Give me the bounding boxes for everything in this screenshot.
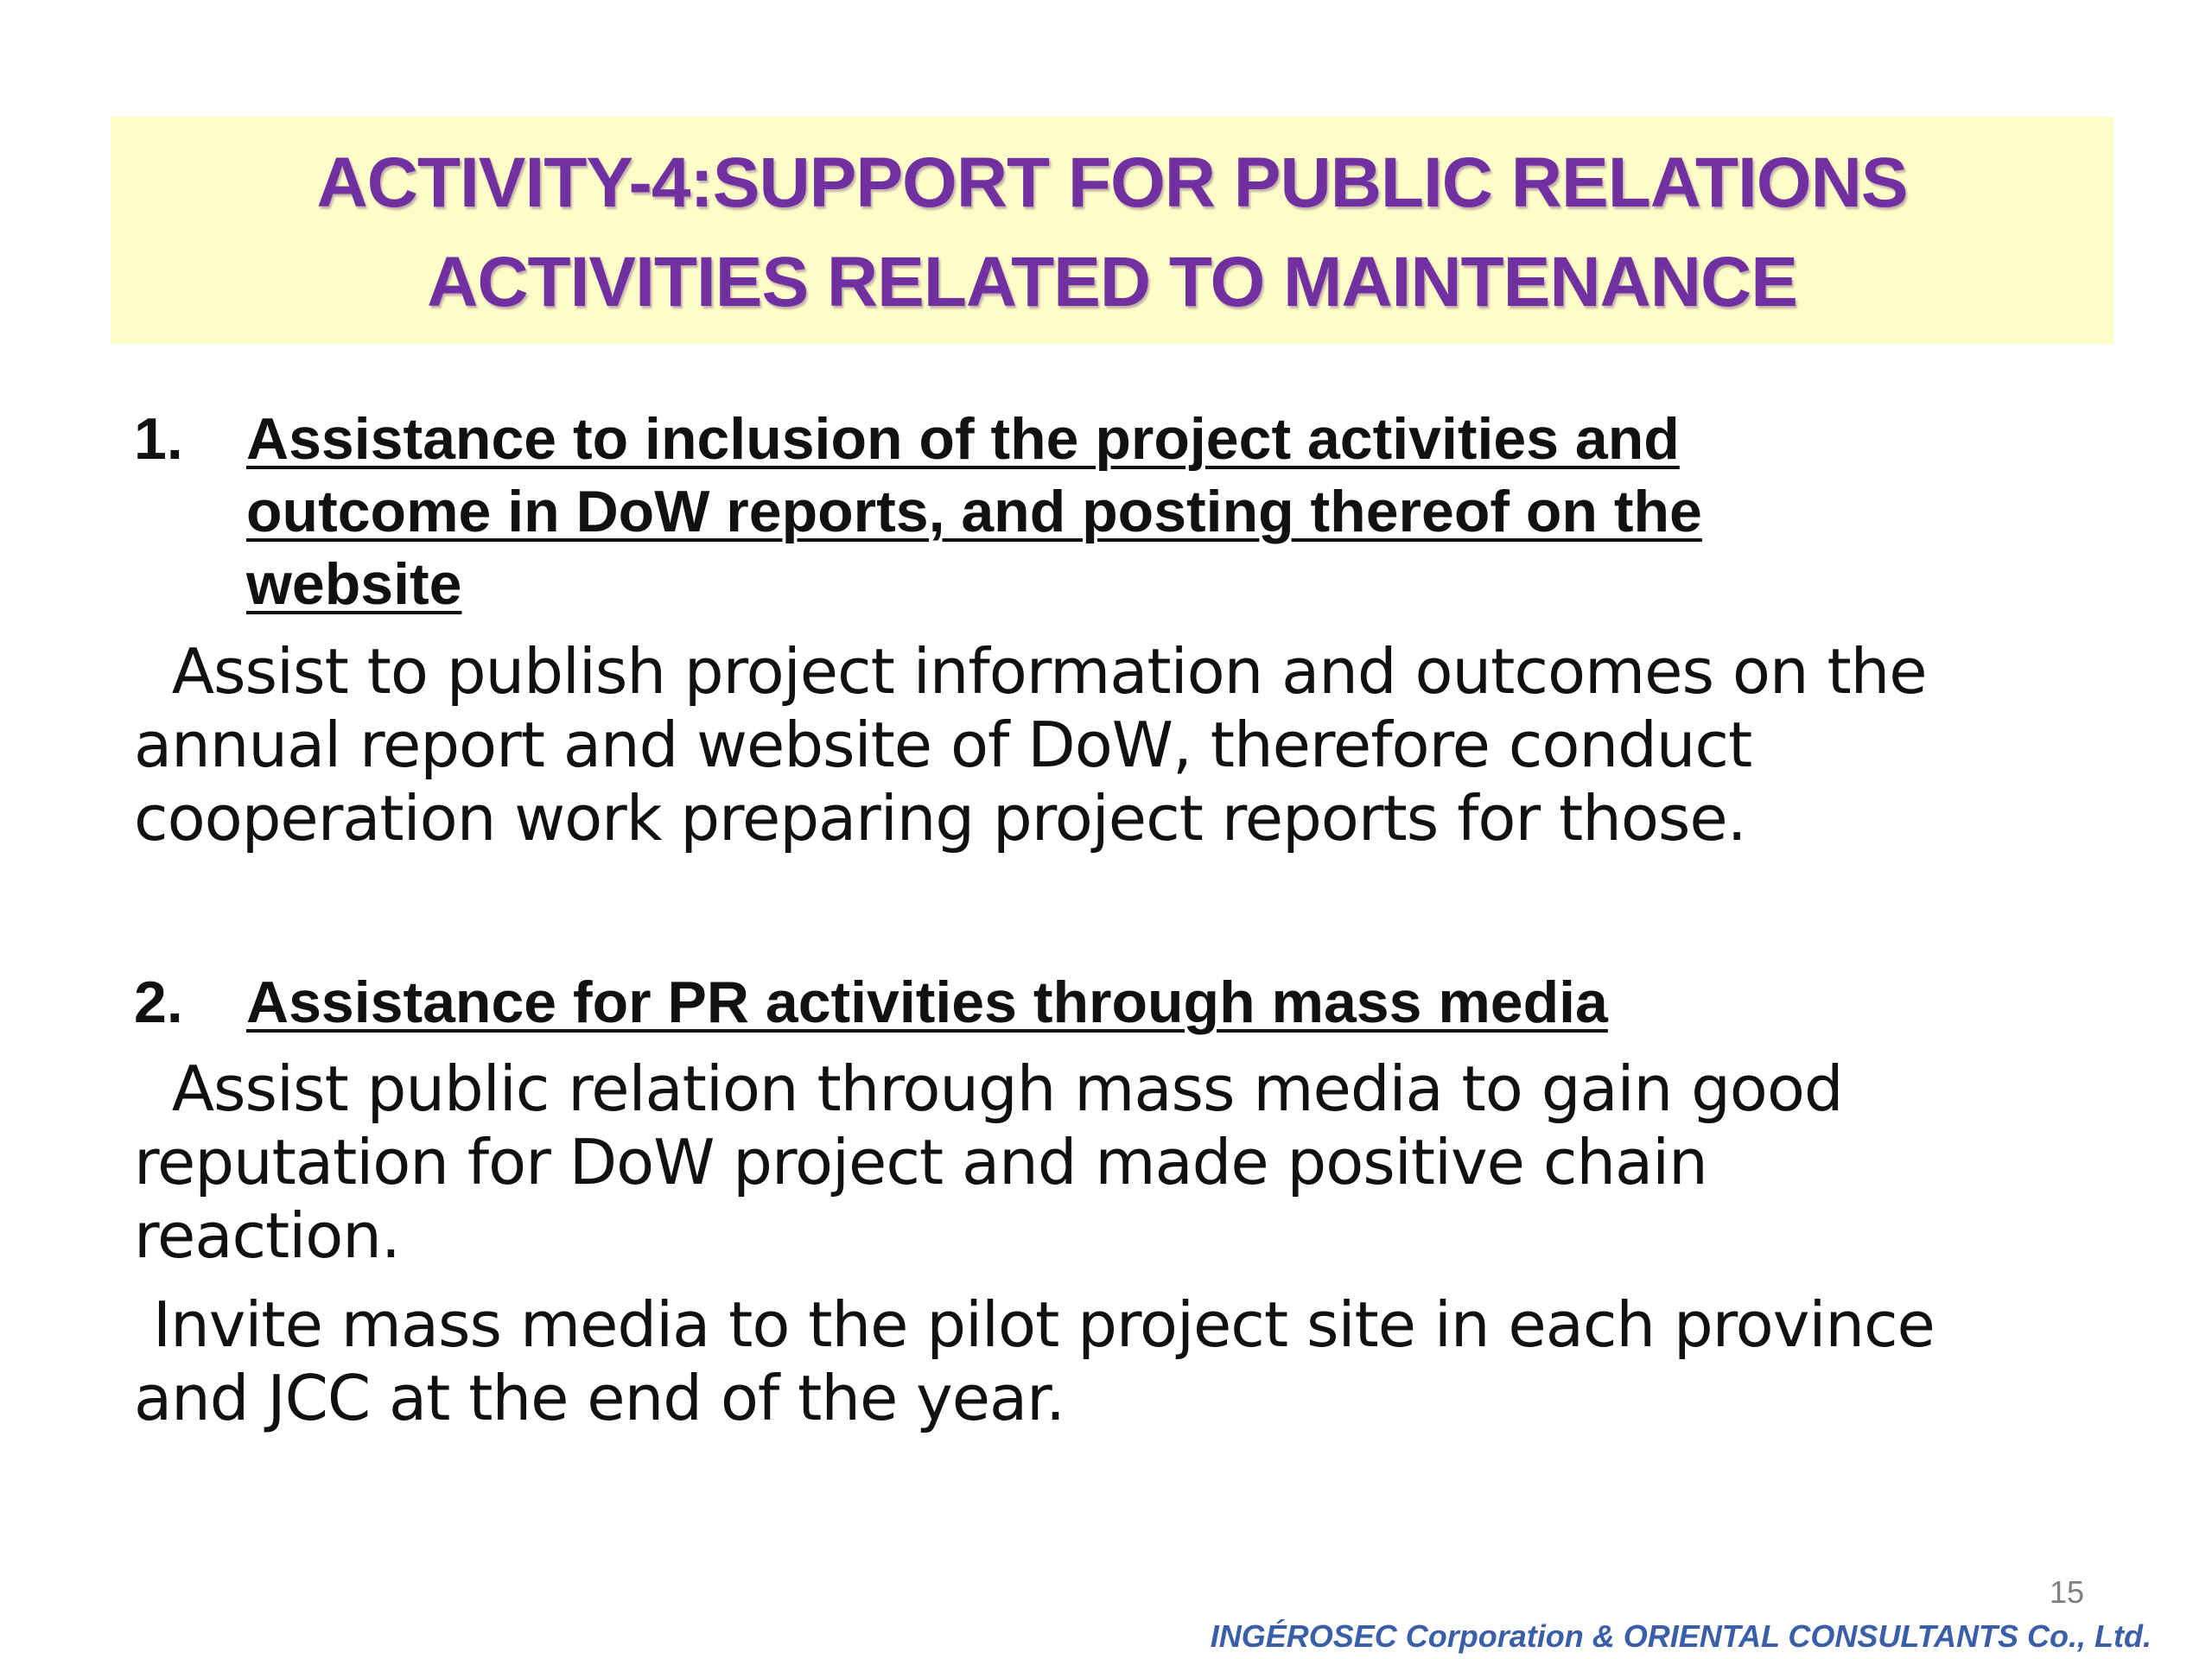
item-2-heading-text (246, 966, 1608, 1039)
item-2-number: 2. (134, 969, 183, 1035)
item-1-heading-line-1: Assistance to inclusion of the project activities and (246, 406, 1680, 472)
title-banner (111, 117, 2113, 344)
item-1-paragraph-line-2: annual report and website of DoW, therefore conduct (134, 709, 1752, 781)
item-2-paragraph-2-line-2: and JCC at the end of the year. (134, 1362, 1065, 1434)
item-1-heading-line-3: website (246, 551, 462, 617)
item-2-paragraph-1-line-3: reaction. (134, 1199, 400, 1272)
item-1-paragraph (134, 635, 1927, 855)
item-1-heading-text (246, 403, 1702, 620)
slide-title-line-2: ACTIVITIES RELATED TO MAINTENANCE (427, 243, 1797, 321)
item-1-number: 1. (134, 406, 183, 472)
slide-title-line-1: ACTIVITY-4:SUPPORT FOR PUBLIC RELATIONS (316, 143, 1908, 222)
item-2-heading-line-1: Assistance for PR activities through mass media (246, 969, 1608, 1035)
item-1-paragraph-line-3: cooperation work preparing project reports for those. (134, 782, 1746, 855)
item-2-paragraph-1-line-1: Assist public relation through mass media to gain good (134, 1052, 1843, 1125)
item-2-paragraph-2 (134, 1288, 1935, 1435)
item-1-heading-line-2: outcome in DoW reports, and posting thereof on the (246, 479, 1702, 544)
footer-company-credit: INGÉROSEC Corporation & ORIENTAL CONSULTANTS Co., Ltd. (1210, 1618, 2152, 1654)
item-2-paragraph-2-line-1: Invite mass media to the pilot project site in each province (134, 1288, 1935, 1361)
item-1-paragraph-line-1: Assist to publish project information and outcomes on the (134, 635, 1927, 708)
item-2-heading (134, 966, 2035, 1044)
item-1-heading (134, 403, 2035, 627)
item-2-paragraph-1-line-2: reputation for DoW project and made positive chain (134, 1126, 1707, 1198)
item-2-paragraph-1 (134, 1052, 1843, 1273)
page-number: 15 (2049, 1574, 2084, 1610)
